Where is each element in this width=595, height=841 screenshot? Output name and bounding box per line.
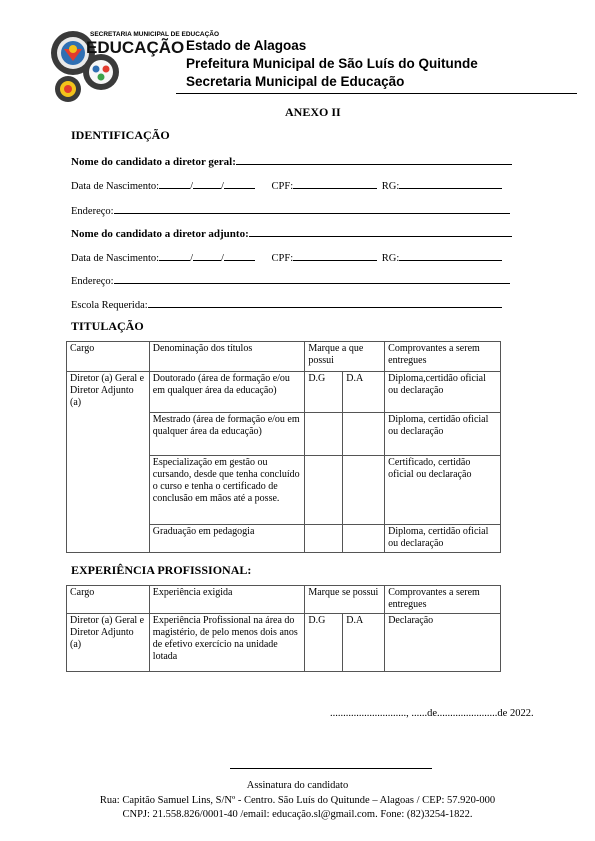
header-proof: Comprovantes a serem entregues (385, 586, 501, 614)
birth-label: Data de Nascimento: (71, 253, 160, 264)
title-cell: Graduação em pedagogia (149, 525, 305, 553)
birth-year-field[interactable] (224, 177, 255, 189)
experience-heading: EXPERIÊNCIA PROFISSIONAL: (71, 563, 252, 577)
header-secretariat: Secretaria Municipal de Educação (186, 74, 405, 89)
footer-address: Rua: Capitão Samuel Lins, S/Nº - Centro. São Luís do Quitunde – Alagoas / CEP: 57.920-000 (99, 795, 496, 806)
footer-contact: CNPJ: 21.558.826/0001-40 /email: educação.sl@gmail.com. Fone: (82)3254-1822. (122, 809, 473, 820)
adjunct-name-field[interactable] (249, 225, 512, 237)
proof-cell: Declaração (385, 614, 501, 672)
proof-cell: Certificado, certidão oficial ou declaração (385, 456, 501, 525)
birth-month-field[interactable] (193, 249, 221, 261)
svg-text:SECRETARIA MUNICIPAL DE EDUCAÇ: SECRETARIA MUNICIPAL DE EDUCAÇÃO (90, 31, 220, 38)
adjunct-name-label: Nome do candidato a diretor adjunto: (71, 228, 249, 240)
header-mark: Marque se possui (305, 586, 385, 614)
header-prefecture: Prefeitura Municipal de São Luís do Quitunde (186, 56, 478, 71)
dg-label: D.G (308, 373, 326, 384)
rg-label: RG: (381, 253, 400, 264)
proof-cell: Diploma, certidão oficial ou declaração (385, 525, 501, 553)
title-cell: Doutorado (área de formação e/ou em qualquer área da educação) (149, 372, 305, 413)
cargo-cell: Diretor (a) Geral e Diretor Adjunto (a) (67, 372, 150, 553)
address-field[interactable] (114, 272, 510, 284)
table-header-row (67, 586, 501, 614)
header-proof: Comprovantes a serem entregues (385, 342, 501, 372)
birth-year-field[interactable] (224, 249, 255, 261)
da-label: D.A (346, 615, 364, 626)
table-row (67, 614, 501, 672)
school-field[interactable] (148, 296, 502, 308)
experience-table (66, 585, 501, 672)
da-checkbox[interactable] (343, 525, 385, 553)
svg-text:EDUCAÇÃO: EDUCAÇÃO (86, 38, 185, 57)
identification-heading: IDENTIFICAÇÃO (71, 128, 170, 142)
titulation-heading: TITULAÇÃO (71, 319, 144, 333)
address-field[interactable] (114, 202, 510, 214)
birth-row-2: Data de Nascimento: / / CPF: RG: (71, 249, 502, 264)
cpf-field[interactable] (293, 249, 377, 261)
rg-field[interactable] (399, 249, 502, 261)
da-checkbox[interactable] (343, 614, 385, 672)
header-state: Estado de Alagoas (186, 38, 307, 53)
birth-day-field[interactable] (159, 249, 190, 261)
da-label: D.A (346, 373, 364, 384)
address-label: Endereço: (71, 206, 114, 217)
education-logo (46, 27, 220, 103)
dg-checkbox[interactable] (305, 413, 343, 456)
header-experience: Experiência exigida (149, 586, 305, 614)
signature-label: Assinatura do candidato (246, 780, 349, 791)
proof-cell: Diploma, certidão oficial ou declaração (385, 413, 501, 456)
titulation-table (66, 341, 501, 553)
birth-row-1: Data de Nascimento: / / CPF: RG: (71, 177, 502, 192)
director-name-row (71, 153, 512, 168)
school-label: Escola Requerida: (71, 300, 148, 311)
rg-label: RG: (381, 181, 400, 192)
rg-field[interactable] (399, 177, 502, 189)
header-divider (176, 93, 577, 94)
requirement-cell: Experiência Profissional na área do magistério, de pelo menos dois anos de efetivo exercício na unidade lotada (149, 614, 305, 672)
da-checkbox[interactable] (343, 372, 385, 413)
date-line: ............................., ......de.......................de 2022. (330, 708, 534, 719)
cpf-field[interactable] (293, 177, 377, 189)
table-row (67, 372, 501, 413)
da-checkbox[interactable] (343, 456, 385, 525)
signature-line[interactable] (230, 768, 432, 769)
cpf-label: CPF: (271, 181, 294, 192)
dg-checkbox[interactable] (305, 456, 343, 525)
header-cargo: Cargo (67, 586, 150, 614)
header-cargo: Cargo (67, 342, 150, 372)
title-cell: Especialização em gestão ou cursando, desde que tenha concluído o curso e tenha o certificado de conclusão em mãos até a posse. (149, 456, 305, 525)
title-cell: Mestrado (área de formação e/ou em qualquer área da educação) (149, 413, 305, 456)
dg-label: D.G (308, 615, 326, 626)
birth-day-field[interactable] (159, 177, 190, 189)
address-label: Endereço: (71, 276, 114, 287)
birth-month-field[interactable] (193, 177, 221, 189)
address-row-1 (71, 202, 510, 217)
director-name-label: Nome do candidato a diretor geral: (71, 156, 236, 168)
school-row (71, 296, 502, 311)
dg-checkbox[interactable] (305, 525, 343, 553)
adjunct-name-row (71, 225, 512, 240)
director-name-field[interactable] (236, 153, 512, 165)
dg-checkbox[interactable] (305, 614, 343, 672)
da-checkbox[interactable] (343, 413, 385, 456)
table-header-row (67, 342, 501, 372)
address-row-2 (71, 272, 510, 287)
cargo-cell: Diretor (a) Geral e Diretor Adjunto (a) (67, 614, 150, 672)
proof-cell: Diploma,certidão oficial ou declaração (385, 372, 501, 413)
annex-title: ANEXO II (285, 105, 341, 119)
header-titles: Denominação dos títulos (149, 342, 305, 372)
dg-checkbox[interactable] (305, 372, 343, 413)
cpf-label: CPF: (271, 253, 294, 264)
birth-label: Data de Nascimento: (71, 181, 160, 192)
header-mark: Marque a que possui (305, 342, 385, 372)
